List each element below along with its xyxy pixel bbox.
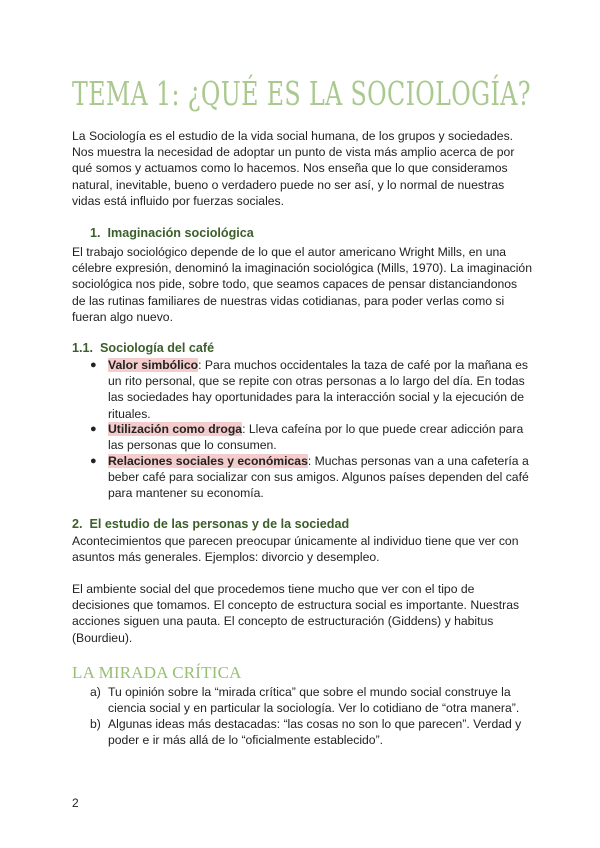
section-2-title: El estudio de las personas y de la sociedad <box>89 517 350 531</box>
page-number: 2 <box>72 796 79 810</box>
bullet-icon: ● <box>90 455 97 467</box>
critica-heading: LA MIRADA CRÍTICA <box>72 663 242 682</box>
bullet-icon: ● <box>90 359 97 371</box>
bullet-icon: ● <box>90 423 97 435</box>
section-2-number: 2. <box>72 517 83 531</box>
section-1-body: El trabajo sociológico depende de lo que el autor americano Wright Mills, en una célebre expresión, denominó la imaginación sociológica (Mills, 1970). La imaginación sociológica nos pide, sobre todo, que seamos capaces de pensar distanciandonos de las rutinas familiares de nuestras vidas cotidianas, para poder verlas como si fueran algo nuevo. <box>72 245 532 324</box>
list-marker: a) <box>90 685 101 699</box>
section-1-heading <box>90 226 254 240</box>
list-item: Algunas ideas más destacadas: “las cosas no son lo que parecen”. Verdad y poder e ir más allá de lo “oficialmente establecido”. <box>108 717 522 748</box>
highlight-term: Valor simbólico <box>108 358 199 372</box>
section-2-paragraph-2: El ambiente social del que procedemos tiene mucho que ver con el tipo de decisiones que tomamos. El concepto de estructura social es importante. Nuestras acciones siguen una pauta. El concepto de estructuración (Giddens) y habitus (Bourdieu). <box>72 582 520 645</box>
list-item <box>108 357 532 422</box>
list-item <box>108 453 532 502</box>
list-item-text: : Muchas personas van a una cafetería a beber café para socializar con sus amigos. Algunos países dependen del café para mantener su economía. <box>108 454 529 501</box>
section-1-1-title: Sociología del café <box>100 341 215 355</box>
page-title: TEMA 1: ¿QUÉ ES LA SOCIOLOGÍA? <box>72 74 531 113</box>
section-1-title: Imaginación sociológica <box>107 226 254 240</box>
list-marker: b) <box>90 717 101 731</box>
intro-paragraph: La Sociología es el estudio de la vida social humana, de los grupos y sociedades. Nos muestra la necesidad de adoptar un punto de vista más amplio acerca de por qué somos y actuamos como lo hacemos. Nos enseña que lo que consideramos natural, inevitable, bueno o verdadero puede no ser así, y lo normal de nuestras vidas está influido por fuerzas sociales. <box>72 129 515 208</box>
list-item-text: : Para muchos occidentales la taza de café por la mañana es un rito personal, que se repite con otras personas a lo largo del día. En todas las sociedades hay oportunidades para la interacción social y la ejecución de rituales. <box>108 358 529 421</box>
highlight-term: Utilización como droga <box>108 422 243 436</box>
section-2-paragraph-1: Acontecimientos que parecen preocupar únicamente al individuo tiene que ver con asuntos más generales. Ejemplos: divorcio y desempleo. <box>72 534 519 565</box>
list-item: Tu opinión sobre la “mirada crítica” que sobre el mundo social construye la ciencia social y en particular la sociología. Ver lo cotidiano de “otra manera”. <box>108 685 520 716</box>
section-2-heading <box>72 517 349 531</box>
section-1-1-heading <box>72 341 214 355</box>
section-1-number: 1. <box>90 226 101 240</box>
highlight-term: Relaciones sociales y económicas <box>108 454 308 468</box>
section-1-1-number: 1.1. <box>72 341 94 355</box>
list-item-text: : Lleva cafeína por lo que puede crear adicción para las personas que lo consumen. <box>108 422 524 453</box>
list-item <box>108 421 532 453</box>
